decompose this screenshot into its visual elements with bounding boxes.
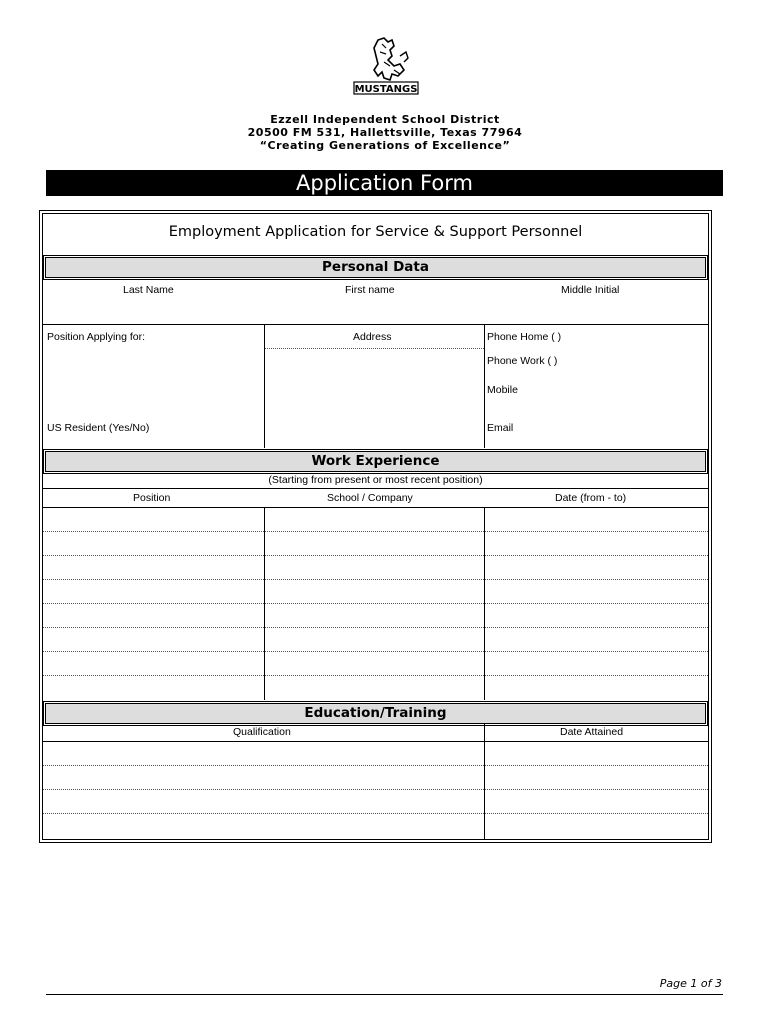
- page-number: Page 1 of 3: [659, 977, 722, 990]
- work-experience-note: (Starting from present or most recent position): [268, 474, 483, 486]
- row-line: [43, 651, 708, 652]
- col-company-label: School / Company: [327, 492, 413, 504]
- district-motto: “Creating Generations of Excellence”: [259, 139, 511, 152]
- row-line: [43, 627, 708, 628]
- row-line: [43, 555, 708, 556]
- row-line: [43, 603, 708, 604]
- svg-text:MUSTANGS: MUSTANGS: [354, 84, 418, 95]
- divider: [264, 324, 265, 448]
- col-date-attained-label: Date Attained: [560, 726, 624, 738]
- col-qualification-label: Qualification: [233, 726, 291, 738]
- middle-initial-label: Middle Initial: [561, 284, 620, 296]
- section-work-experience: Work Experience: [45, 451, 706, 472]
- phone-work-label: Phone Work ( ): [487, 355, 558, 367]
- us-resident-label: US Resident (Yes/No): [47, 422, 150, 434]
- row-line: [43, 813, 708, 814]
- form-subtitle: Employment Application for Service & Support Personnel: [168, 224, 583, 240]
- divider: [484, 724, 485, 839]
- address-label: Address: [353, 331, 392, 343]
- divider: [43, 507, 708, 508]
- row-line: [43, 675, 708, 676]
- first-name-label: First name: [345, 284, 395, 296]
- email-label: Email: [487, 422, 514, 434]
- row-line: [43, 531, 708, 532]
- district-name: Ezzell Independent School District: [270, 113, 500, 126]
- row-line: [43, 789, 708, 790]
- divider: [43, 741, 708, 742]
- position-applying-label: Position Applying for:: [47, 331, 146, 343]
- section-personal-data: Personal Data: [45, 257, 706, 278]
- divider: [43, 324, 708, 325]
- mobile-label: Mobile: [487, 384, 518, 396]
- row-line: [43, 765, 708, 766]
- col-position-label: Position: [133, 492, 171, 504]
- mustangs-logo: [348, 36, 424, 100]
- last-name-label: Last Name: [123, 284, 174, 296]
- divider: [43, 488, 708, 489]
- application-form-banner: Application Form: [46, 170, 723, 196]
- divider: [265, 348, 484, 349]
- district-address: 20500 FM 531, Hallettsville, Texas 77964: [247, 126, 523, 139]
- divider: [484, 324, 485, 448]
- section-education-training: Education/Training: [45, 703, 706, 724]
- row-line: [43, 579, 708, 580]
- application-form: [42, 213, 709, 840]
- col-date-label: Date (from - to): [555, 492, 627, 504]
- phone-home-label: Phone Home ( ): [487, 331, 562, 343]
- footer-rule: [46, 994, 723, 995]
